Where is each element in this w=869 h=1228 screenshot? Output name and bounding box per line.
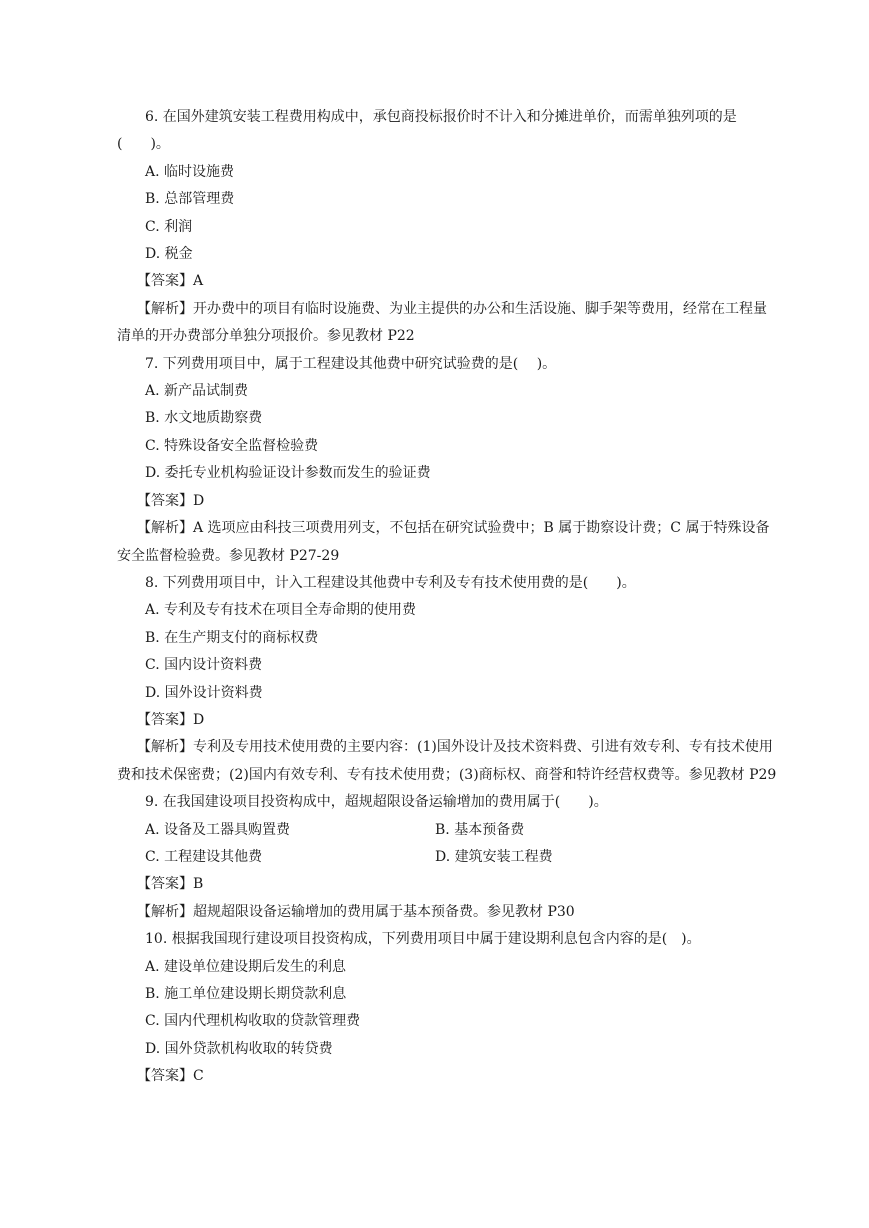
question-8-option-a: A. 专利及专有技术在项目全寿命期的使用费	[145, 602, 417, 619]
question-10-option-c: C. 国内代理机构收取的贷款管理费	[145, 1013, 361, 1030]
question-10-option-d: D. 国外贷款机构收取的转贷费	[145, 1040, 333, 1057]
question-8-option-b: B. 在生产期支付的商标权费	[145, 629, 319, 646]
question-6-option-c: C. 利润	[145, 218, 193, 235]
question-10-option-a: A. 建设单位建设期后发生的利息	[145, 958, 347, 975]
question-7-analysis: 【解析】A 选项应由科技三项费用列支，不包括在研究试验费中；B 属于勘察设计费；C 属于特殊设备安全监督检验费。参见教材 P27-29	[117, 520, 770, 564]
question-10-option-b: B. 施工单位建设期长期贷款利息	[145, 986, 347, 1002]
question-6-option-b: B. 总部管理费	[145, 191, 235, 208]
question-9-option-d: D. 建筑安装工程费	[435, 848, 553, 865]
question-6-answer: 【答案】A	[137, 273, 204, 290]
question-6-analysis: 【解析】开办费中的项目有临时设施费、为业主提供的办公和生活设施、脚手架等费用，经常在工程量清单的开办费部分单独分项报价。参见教材 P22	[117, 300, 767, 345]
question-6-stem: 6. 在国外建筑安装工程费用构成中，承包商投标报价时不计入和分摊进单价，而需单独列项的是( )。	[117, 109, 737, 153]
question-10-answer: 【答案】C	[137, 1068, 204, 1085]
question-10-stem: 10. 根据我国现行建设项目投资构成，下列费用项目中属于建设期利息包含内容的是( )。	[145, 931, 701, 948]
question-9-options-row-2	[117, 844, 777, 871]
question-7-option-a: A. 新产品试制费	[145, 383, 249, 400]
question-9-answer: 【答案】B	[137, 876, 204, 893]
question-9-analysis: 【解析】超规超限设备运输增加的费用属于基本预备费。参见教材 P30	[137, 903, 575, 920]
question-8-option-c: C. 国内设计资料费	[145, 657, 263, 674]
question-6-option-a: A. 临时设施费	[145, 163, 235, 180]
question-7-stem: 7. 下列费用项目中，属于工程建设其他费中研究试验费的是( )。	[145, 355, 557, 372]
question-9-option-c: C. 工程建设其他费	[145, 848, 263, 865]
question-9-option-b: B. 基本预备费	[435, 821, 525, 838]
question-8-option-d: D. 国外设计资料费	[145, 684, 263, 701]
document-body	[117, 104, 777, 1091]
question-8-stem: 8. 下列费用项目中，计入工程建设其他费中专利及专有技术使用费的是( )。	[145, 574, 636, 591]
question-8-analysis: 【解析】专利及专用技术使用费的主要内容：(1)国外设计及技术资料费、引进有效专利、专有技术使用费和技术保密费；(2)国内有效专利、专有技术使用费；(3)商标权、商誉和特许经营权费等。参见教材 P29	[117, 739, 777, 783]
question-7-option-b: B. 水文地质勘察费	[145, 410, 263, 427]
question-7-answer: 【答案】D	[137, 492, 205, 509]
question-7-option-d: D. 委托专业机构验证设计参数而发生的验证费	[145, 465, 431, 482]
question-9-option-a: A. 设备及工器具购置费	[145, 821, 291, 838]
question-9-options-row-1	[117, 817, 777, 844]
question-8-answer: 【答案】D	[137, 711, 205, 728]
question-9-stem: 9. 在我国建设项目投资构成中，超规超限设备运输增加的费用属于( )。	[145, 794, 608, 811]
question-7-option-c: C. 特殊设备安全监督检验费	[145, 437, 319, 454]
question-6-option-d: D. 税金	[145, 246, 193, 263]
